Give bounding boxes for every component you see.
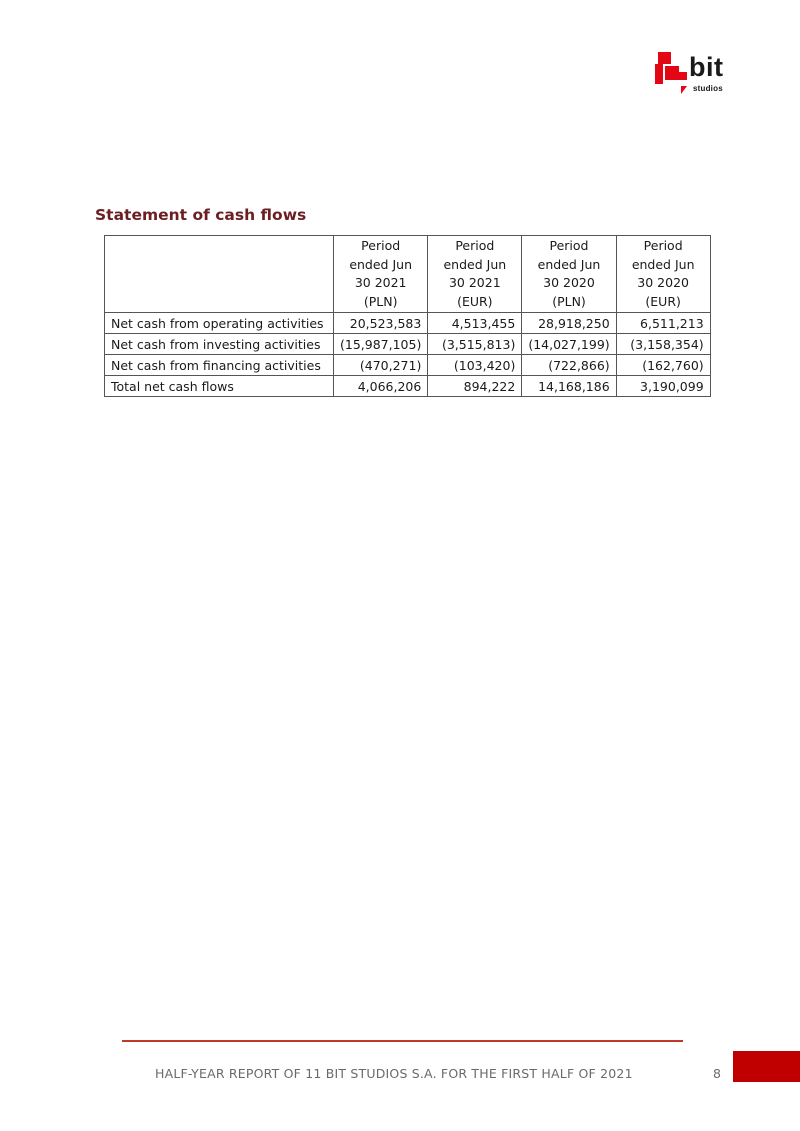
table-cell: (14,027,199) — [522, 334, 616, 355]
table-cell: (722,866) — [522, 355, 616, 376]
column-header-line: 30 2020 — [637, 275, 689, 290]
table-cell: (470,271) — [334, 355, 428, 376]
column-header-line: 30 2021 — [448, 275, 501, 290]
page-number: 8 — [713, 1066, 721, 1081]
column-header-line: 30 2021 — [354, 275, 407, 290]
column-header-line: Period — [643, 238, 683, 253]
column-header-line: Period — [549, 238, 589, 253]
column-header — [428, 236, 522, 313]
column-header-line: ended Jun — [537, 256, 601, 272]
table-cell: 4,066,206 — [334, 376, 428, 397]
column-header-line: ended Jun — [443, 256, 507, 272]
column-header-line: (PLN) — [363, 293, 398, 309]
footer-accent-block — [733, 1051, 800, 1082]
cash-flow-table — [104, 235, 711, 397]
column-header-line: (EUR) — [645, 293, 681, 309]
table-cell: (162,760) — [616, 355, 710, 376]
table-cell: (3,515,813) — [428, 334, 522, 355]
row-label: Total net cash flows — [105, 376, 334, 397]
table-cell: 4,513,455 — [428, 313, 522, 334]
table-cell: 3,190,099 — [616, 376, 710, 397]
row-label: Net cash from financing activities — [105, 355, 334, 376]
table-row — [105, 376, 711, 397]
column-header — [522, 236, 616, 313]
logo-wordmark: bit — [689, 52, 724, 82]
column-header — [616, 236, 710, 313]
table-cell: 20,523,583 — [334, 313, 428, 334]
column-header-line: (PLN) — [552, 293, 586, 309]
table-header-row — [105, 236, 711, 313]
column-header-line: 30 2020 — [543, 275, 595, 290]
section-title: Statement of cash flows — [95, 206, 307, 224]
column-header-line: ended Jun — [631, 256, 695, 272]
footer-text: HALF-YEAR REPORT OF 11 BIT STUDIOS S.A. FOR THE FIRST HALF OF 2021 — [155, 1066, 633, 1081]
footer-divider — [122, 1040, 683, 1042]
logo-subtitle: studios — [693, 84, 723, 93]
table-cell: (3,158,354) — [616, 334, 710, 355]
table-cell: 14,168,186 — [522, 376, 616, 397]
table-cell: 28,918,250 — [522, 313, 616, 334]
column-header-line: ended Jun — [349, 256, 412, 272]
table-cell: 894,222 — [428, 376, 522, 397]
column-header — [334, 236, 428, 313]
table-cell: (103,420) — [428, 355, 522, 376]
column-header-line: (EUR) — [457, 293, 493, 309]
row-label: Net cash from investing activities — [105, 334, 334, 355]
column-header-line: Period — [361, 238, 401, 253]
table-row — [105, 334, 711, 355]
row-label: Net cash from operating activities — [105, 313, 334, 334]
table-row — [105, 355, 711, 376]
table-row — [105, 313, 711, 334]
table-cell: (15,987,105) — [334, 334, 428, 355]
column-header-line: Period — [455, 238, 495, 253]
header-empty-cell — [105, 236, 334, 313]
table-cell: 6,511,213 — [616, 313, 710, 334]
